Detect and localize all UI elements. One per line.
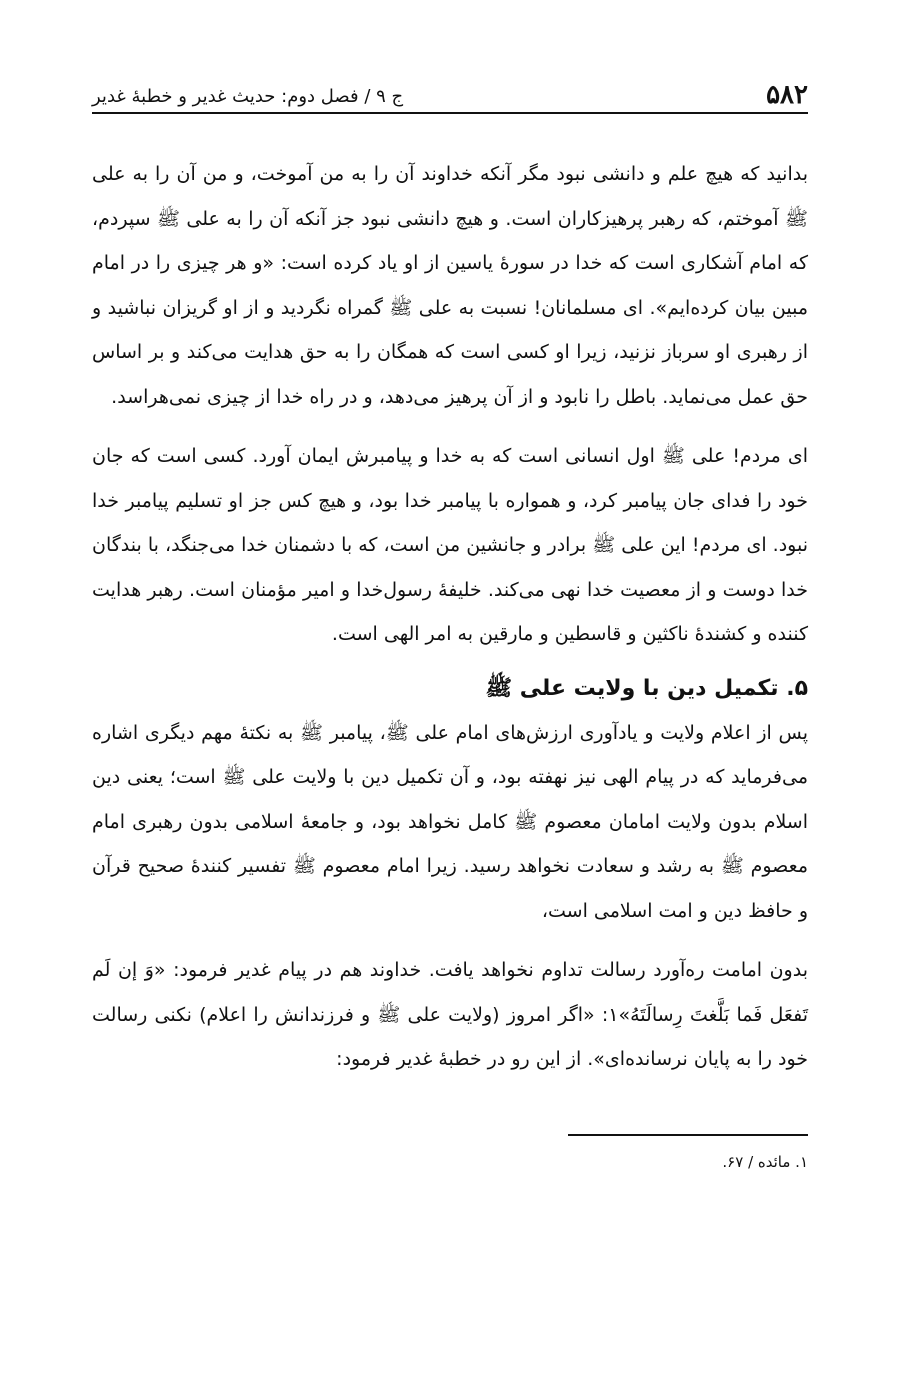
footnote-divider <box>568 1134 808 1136</box>
body-paragraph-1: بدانید که هیچ علم و دانشی نبود مگر آنکه خداوند آن را به من آموخت، و من آن را به علی ﷺ آموختم، که رهبر پرهیزکاران است. و هیچ دانشی نبود جز آنکه آن را به علی ﷺ سپردم، که امام آشکاری است که خدا در سورۀ یاسین از او یاد کرده است: «و هر چیزی را در امام مبین بیان کرده‌ایم». ای مسلمانان! نسبت به علی ﷺ گمراه نگردید و از او گریزان نباشید و از رهبری او سرباز نزنید، زیرا او کسی است که همگان را به حق هدایت می‌کند و بر اساس حق عمل می‌نماید. باطل را نابود و از آن پرهیز می‌دهد، و در راه خدا از چیزی نمی‌هراسد. <box>92 163 808 408</box>
page-number: ۵۸۲ <box>766 80 808 110</box>
running-header <box>92 60 808 114</box>
footnote: ۱. مائده / ۶۷. <box>722 1152 808 1171</box>
running-title: ج ۹ / فصل دوم: حدیث غدیر و خطبۀ غدیر <box>92 86 404 107</box>
body-paragraph-3: پس از اعلام ولایت و یادآوری ارزش‌های امام علی ﷺ، پیامبر ﷺ به نکتۀ مهم دیگری اشاره می‌فرماید که در پیام الهی نیز نهفته بود، و آن تکمیل دین با ولایت علی ﷺ است؛ یعنی دین اسلام بدون ولایت امامان معصوم ﷺ کامل نخواهد بود، و جامعۀ اسلامی بدون رهبری امام معصوم ﷺ به رشد و سعادت نخواهد رسید. زیرا امام معصوم ﷺ تفسیر کنندۀ صحیح قرآن و حافظ دین و امت اسلامی است، <box>92 721 808 922</box>
section-heading: ۵. تکمیل دین با ولایت علی ﷺ <box>485 675 808 701</box>
body-paragraph-4: بدون امامت ره‌آورد رسالت تداوم نخواهد یافت. خداوند هم در پیام غدیر فرمود: «وَ إن لَم تَفعَل فَما بَلَّغتَ رِسالَتَهُ»۱: «اگر امروز (ولایت علی ﷺ و فرزندانش را اعلام) نکنی رسالت خود را به پایان نرسانده‌ای». از این رو در خطبۀ غدیر فرمود: <box>92 959 808 1070</box>
body-paragraph-2: ای مردم! علی ﷺ اول انسانی است که به خدا و پیامبرش ایمان آورد. کسی است که جان خود را فدای جان پیامبر کرد، و همواره با پیامبر خدا بود، و هیچ کس جز او تسلیم پیامبر خدا نبود. ای مردم! این علی ﷺ برادر و جانشین من است، که با دشمنان خدا می‌جنگد، با بندگان خدا دوست و از معصیت خدا نهی می‌کند. خلیفۀ رسول‌خدا و امیر مؤمنان است. رهبر هدایت کننده و کشندۀ ناکثین و قاسطین و مارقین به امر الهی است. <box>92 445 808 645</box>
book-page <box>92 60 808 1174</box>
